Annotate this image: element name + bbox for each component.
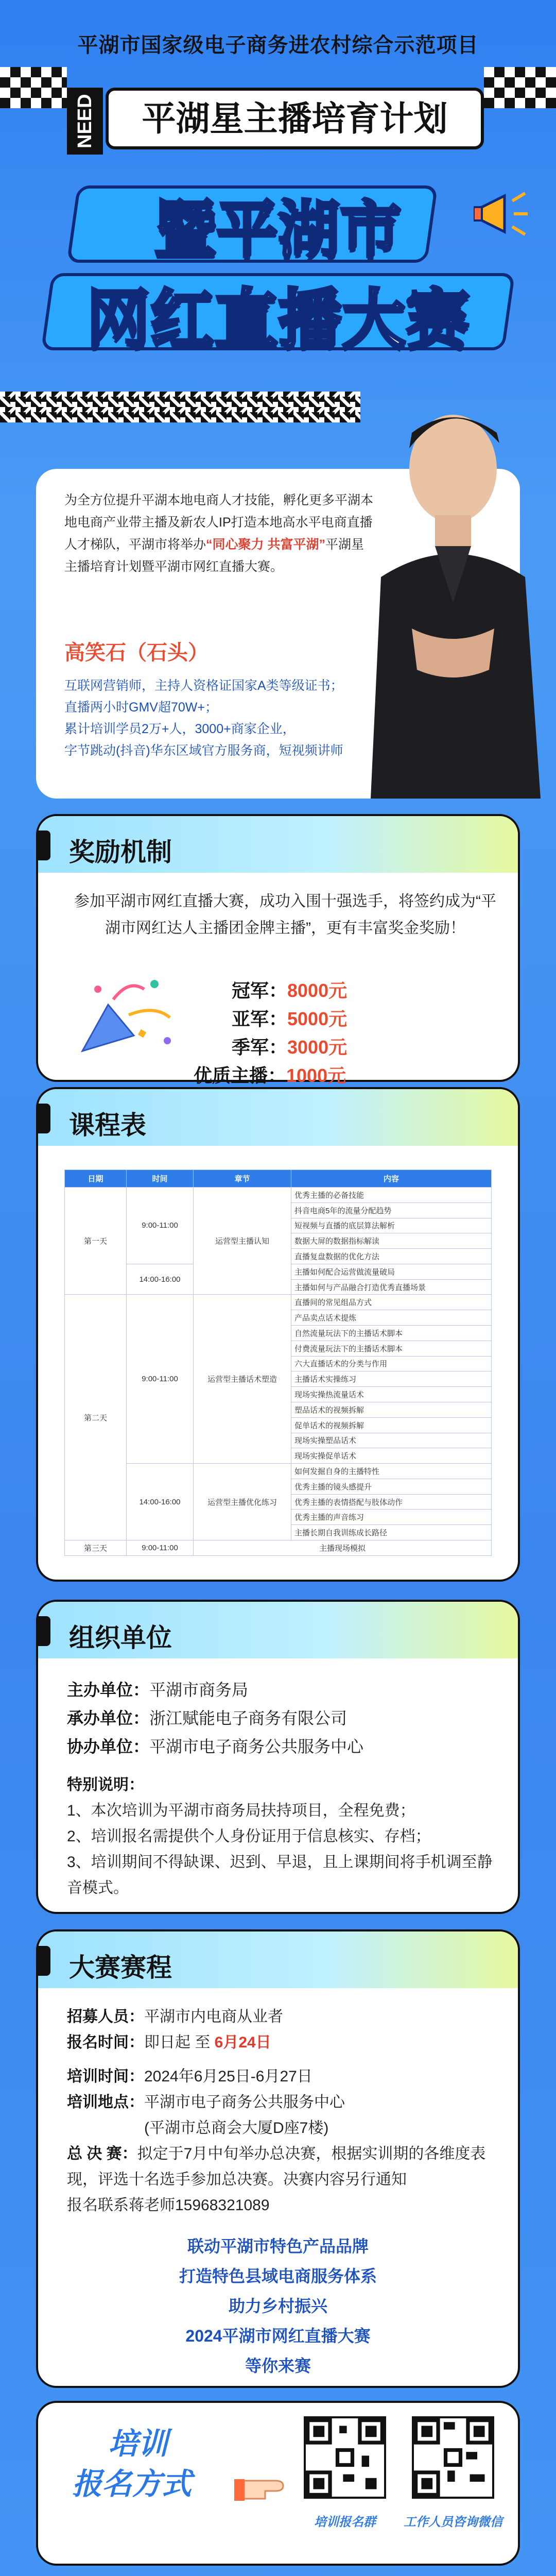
host-bio: 互联网营销师，主持人资格证国家A类等级证书； 直播两小时GMV超70W+； 累计培训学员2万+人，3000+商家企业， 字节跳动(抖音)华东区域官方服务商，短视频讲师 [64, 679, 343, 758]
org-co-organizer: 协办单位：平湖市电子商务公共服务中心 [67, 1737, 364, 1756]
host-photo [350, 361, 546, 799]
table-row: 数据大屏的数据指标解读 [65, 1233, 492, 1249]
table-row: 短视频与直播的底层算法解析 [65, 1218, 492, 1233]
slogan-4: 2024平湖市网红直播大赛 [185, 2327, 371, 2345]
main-title-line1: 暨平湖市 [154, 195, 402, 264]
table-row: 第一天 9:00-11:00 运营型主播认知 优秀主播的必备技能 [65, 1188, 492, 1203]
qr-pattern-icon [306, 2418, 384, 2497]
host-name: 高笑石（石头） [64, 641, 208, 664]
need-tag: NEED [67, 88, 103, 155]
table-header-row: 日期 时间 章节 内容 [65, 1170, 492, 1188]
megaphone-icon [474, 185, 530, 242]
qr-label-signup-group: 培训报名群 [314, 2515, 376, 2529]
prize-row-2: 亚军：5000元 [232, 1008, 348, 1029]
table-row: 付费流量玩法下的主播话术脚本 [65, 1341, 492, 1356]
qr-label-staff-wechat: 工作人员咨询微信 [404, 2515, 502, 2529]
table-row: 14:00-16:00 主播如何配合运营做流量破局 [65, 1264, 492, 1279]
org-organizer: 承办单位：浙江赋能电子商务有限公司 [67, 1709, 348, 1727]
checker-strip-mid [0, 392, 360, 422]
host-intro: 为全方位提升平湖本地电商人才技能，孵化更多平湖本地电商产业带主播及新农人IP打造本地高水平电商直播人才梯队，平湖市将举办“同心聚力 共富平湖”平湖星主播培育计划暨平湖市网红直播大赛。 [64, 493, 374, 574]
course-title: 课程表 [69, 1111, 146, 1140]
table-row: 六大直播话术的分类与作用 [65, 1356, 492, 1371]
slogan-5: 等你来赛 [245, 2357, 311, 2375]
table-row: 优秀主播的表情搭配与肢体动作 [65, 1494, 492, 1510]
contest-details: 招募人员：平湖市内电商从业者 报名时间：即日起 至 6月24日 培训时间：2024年6月25日-6月27日 培训地点：平湖市电子商务公共服务中心 (平湖市总商会大厦D座7楼) 总 决 赛：拟定于7月中旬举办总决赛，根据实训期的各维度表现，评选十名选手参加总决赛。决赛内容另行通知 报名联系蒋老师15968321089 [67, 2008, 486, 2214]
contest-title: 大赛赛程 [69, 1953, 172, 1982]
table-row: 主播话术实操练习 [65, 1371, 492, 1387]
plan-banner: 平湖星主播培育计划 [106, 88, 484, 149]
table-row: 优秀主播的声音练习 [65, 1510, 492, 1525]
slogan-1: 联动平湖市特色产品品牌 [187, 2237, 369, 2256]
table-row: 现场实操热流量话术 [65, 1387, 492, 1402]
qr-pattern-icon [414, 2418, 492, 2497]
party-popper-icon [67, 969, 180, 1056]
table-row: 主播长期自我训练成长路径 [65, 1525, 492, 1540]
table-row: 主播如何与产品融合打造优秀直播场景 [65, 1279, 492, 1295]
table-row: 现场实操塑品话术 [65, 1433, 492, 1448]
table-row: 直播复盘数据的优化方法 [65, 1249, 492, 1264]
course-table [64, 1170, 492, 1556]
table-row: 14:00-16:00 运营型主播优化练习 如何发掘自身的主播特性 [65, 1464, 492, 1479]
slogan-2: 打造特色县域电商服务体系 [179, 2267, 377, 2285]
signup-title: 培训 报名方式 [72, 2427, 192, 2501]
table-row: 第三天 9:00-11:00 主播现场模拟 [65, 1540, 492, 1555]
table-row: 第二天 9:00-11:00 运营型主播话术塑造 直播间的常见组品方式 [65, 1295, 492, 1310]
table-row: 抖音电商5年的流量分配趋势 [65, 1202, 492, 1218]
table-row: 塑品话术的视频拆解 [65, 1402, 492, 1417]
main-title-line2: 网红直播大赛 [86, 284, 470, 355]
org-host: 主办单位：平湖市商务局 [67, 1681, 249, 1699]
prize-row-1: 冠军：8000元 [232, 980, 348, 1001]
slogan-3: 助力乡村振兴 [228, 2297, 327, 2315]
reward-title: 奖励机制 [69, 838, 172, 867]
table-row: 产品卖点话术提炼 [65, 1310, 492, 1326]
special-notes: 特别说明： 1、本次培训为平湖市商务局扶持项目，全程免费； 2、培训报名需提供个人身份证用于信息核实、存档； 3、培训期间不得缺课、迟到、早退，且上课期间将手机调至静音模式。 [67, 1776, 493, 1896]
project-title: 平湖市国家级电子商务进农村综合示范项目 [77, 34, 479, 57]
org-title: 组织单位 [69, 1623, 172, 1652]
checker-strip-left [0, 67, 67, 108]
table-row: 现场实操促单话术 [65, 1448, 492, 1464]
pointing-hand-icon [234, 2468, 296, 2504]
table-row: 自然流量玩法下的主播话术脚本 [65, 1326, 492, 1341]
prize-row-4: 优质主播：1000元 [194, 1065, 346, 1086]
checker-strip-right [484, 67, 556, 108]
qr-code-signup-group[interactable] [304, 2416, 386, 2499]
table-row: 促单话术的视频拆解 [65, 1417, 492, 1433]
table-row: 优秀主播的镜头感提升 [65, 1479, 492, 1494]
qr-code-staff-wechat[interactable] [412, 2416, 494, 2499]
prize-row-3: 季军：3000元 [232, 1037, 348, 1058]
reward-text: 参加平湖市网红直播大赛，成功入围十强选手，将签约成为“平湖市网红达人主播团金牌主播”，更有丰富奖金奖励！ [74, 893, 496, 937]
